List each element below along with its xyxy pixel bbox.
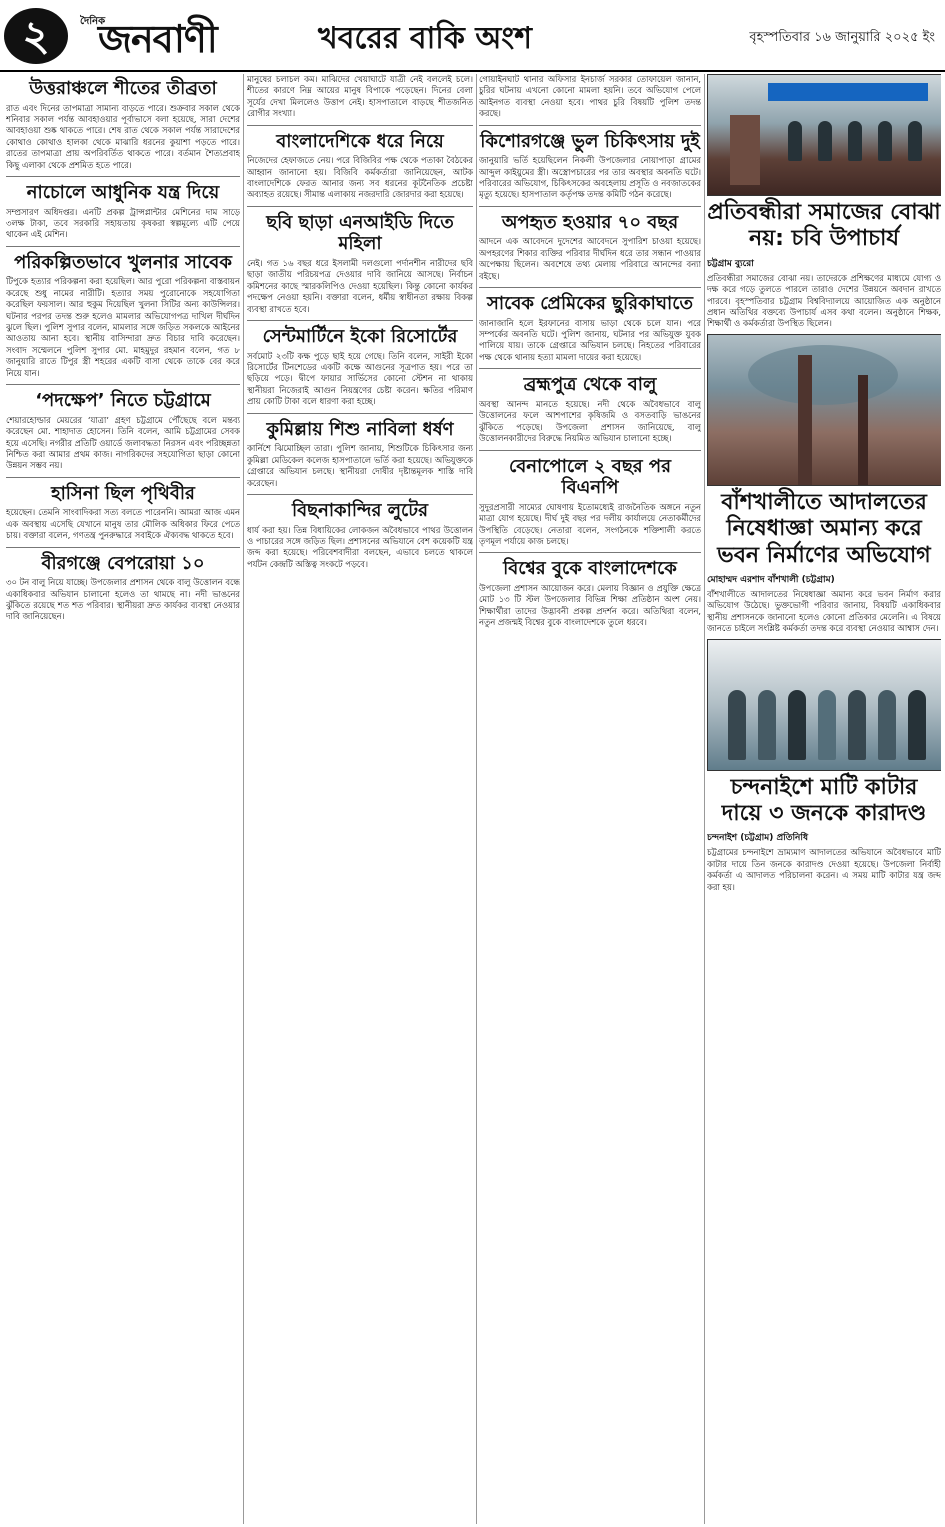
article-body: নেই। গত ১৬ বছর ধরে ইসলামী দলগুলো পর্দানশীন নারীদের ছবি ছাড়া জাতীয় পরিচয়পত্র দেওয়ার দাবি জানিয়ে আসছে। নির্বাচন কমিশনের কাছে স্মারকলিপিও দেওয়া হয়েছিল। কিন্তু কোনো কার্যকর পদক্ষেপ নেওয়া হয়নি। বক্তারা বলেন, ধর্মীয় স্বাধীনতা রক্ষায় বিকল্প ব্যবস্থা রাখতে হবে। xyxy=(247,258,473,314)
headline-brahmaputra: ব্রহ্মপুত্র থেকে বালু xyxy=(523,374,657,396)
person-figure xyxy=(788,690,806,760)
article-body: রাত এবং দিনের তাপমাত্রা সামান্য বাড়তে পারে। শুক্রবার সকাল থেকে শনিবার সকাল পর্যন্ত আবহাওয়ার পূর্বাভাসে বলা হয়েছে, সারা দেশের আবহাওয়া শুষ্ক থাকতে পারে। শেষ রাত থেকে সকাল পর্যন্ত সারাদেশের কোথাও কোথাও হালকা থেকে মাঝারি ধরনের কুয়াশা পড়তে পারে। রাতের তাপমাত্রা প্রায় অপরিবর্তিত থাকতে পারে। বর্তমান শৈত্যপ্রবাহ কিছু এলাকা থেকে প্রশমিত হতে পারে। xyxy=(6,102,240,170)
article-body: বাঁশখালীতে আদালতের নিষেধাজ্ঞা অমান্য করে ভবন নির্মাণ করার অভিযোগ উঠেছে। ভুক্তভোগী পরিবার জানায়, বিষয়টি একাধিকবার স্থানীয় প্রশাসনকে জানানো হলেও কোনো প্রতিকার মেলেনি। এ বিষয়ে জানতে চাইলে সংশ্লিষ্ট কর্মকর্তা তদন্ত করে ব্যবস্থা নেওয়ার আশ্বাস দেন। xyxy=(707,588,941,634)
separator xyxy=(247,125,473,126)
separator xyxy=(6,384,240,385)
column-4 xyxy=(707,74,941,1524)
byline: মোহাম্মদ এরশাদ বাঁশখালী (চট্টগ্রাম) xyxy=(707,574,835,585)
headline-kishoreganj: কিশোরগঞ্জে ভুল চিকিৎসায় দুই xyxy=(480,130,700,152)
section-title: খবরের বাকি অংশ xyxy=(318,21,532,56)
headline-benapole: বেনাপোলে ২ বছর পর বিএনপি xyxy=(508,455,672,499)
headline-bangladeshi: বাংলাদেশিকে ধরে নিয়ে xyxy=(276,130,444,152)
group-photo xyxy=(707,639,941,771)
person-figure xyxy=(818,690,836,760)
article-body: নিজেদের হেফাজতে নেয়। পরে বিজিবির পক্ষ থেকে পতাকা বৈঠকের আহ্বান জানানো হয়। বিজিবি কর্মকর্তারা জানিয়েছেন, আটক বাংলাদেশিকে ফেরত আনার জন্য সব ধরনের কূটনৈতিক প্রচেষ্টা অব্যাহত রয়েছে। সীমান্ত এলাকায় নজরদারি জোরদার করা হয়েছে। xyxy=(247,155,473,200)
headline-disabled: প্রতিবন্ধীরা সমাজের বোঝা নয়: চবি উপাচার্য xyxy=(707,200,941,252)
headline-nachol: নাচোলে আধুনিক যন্ত্র দিয়ে xyxy=(26,182,220,204)
separator xyxy=(479,125,701,126)
article-body: উপজেলা প্রশাসন আয়োজন করে। মেলায় বিজ্ঞান ও প্রযুক্তি ক্ষেত্রে মোট ১৩ টি স্টল উপজেলার বিভিন্ন শিক্ষা প্রতিষ্ঠান অংশ নেয়। শিক্ষার্থীরা তাদের উদ্ভাবনী প্রকল্প প্রদর্শন করে। অতিথিরা বলেন, নতুন প্রজন্মই বিশ্বের বুকে বাংলাদেশকে তুলে ধরবে। xyxy=(479,582,701,628)
column-divider xyxy=(476,74,477,1524)
headline-saintmartin: সেন্টমার্টিনে ইকো রিসোর্টের xyxy=(262,326,458,348)
headline-birganj: বীরগঞ্জে বেপরোয়া ১০ xyxy=(41,552,205,574)
separator xyxy=(479,206,701,207)
column-2 xyxy=(247,74,473,1524)
tree-trunk xyxy=(858,375,868,485)
page-number: ২ xyxy=(4,8,68,64)
separator xyxy=(6,547,240,548)
separator xyxy=(247,320,473,321)
article-body: জানুয়ারি ভর্তি হয়েছিলেন নিকলী উপজেলার নোয়াপাড়া গ্রামের আব্দুল কাইয়ুমের স্ত্রী। অস্ত্রোপচারের পর তার অবস্থার অবনতি ঘটে। পরিবারের অভিযোগ, চিকিৎসকের অবহেলায় প্রসূতি ও নবজাতকের মৃত্যু হয়েছে। হাসপাতাল কর্তৃপক্ষ তদন্ত কমিটি গঠন করেছে। xyxy=(479,155,701,200)
column-divider xyxy=(243,74,244,1524)
stage-banner xyxy=(768,83,928,101)
headline-winter: উত্তরাঞ্চলে শীতের তীব্রতা xyxy=(29,78,217,99)
person-figure xyxy=(848,690,866,760)
separator xyxy=(6,246,240,247)
headline-stabbing: সাবেক প্রেমিকের ছুরিকাঘাতে xyxy=(487,293,693,315)
separator xyxy=(247,206,473,207)
headline-nid: ছবি ছাড়া এনআইডি দিতে মহিলা xyxy=(266,211,454,255)
article-body: শেয়ারহোল্ডার মেয়রের ‘যাত্রা’ গ্রহণ চট্টগ্রামে পৌঁছেছে বলে মন্তব্য করেছেন মো. শাহাদাত হোসেন। তিনি বলেন, আমি চট্টগ্রামের সেবক হয়ে এসেছি। নগরীর প্রতিটি ওয়ার্ডে জলাবদ্ধতা নিরসন এবং পরিচ্ছন্নতা নিশ্চিত করা আমার প্রথম কাজ। নাগরিকদের সহযোগিতা ছাড়া কোনো উন্নয়ন সম্ভব নয়। xyxy=(6,414,240,471)
person-figure xyxy=(878,121,892,161)
tree-canopy xyxy=(748,345,898,405)
headline-chattogram: ‘পদক্ষেপ’ নিতে চট্টগ্রামে xyxy=(35,390,211,412)
logo-daily: দৈনিক xyxy=(80,16,106,27)
tree-trunk xyxy=(798,355,812,485)
separator xyxy=(6,477,240,478)
construction-photo xyxy=(707,334,941,486)
column-3 xyxy=(479,74,701,1524)
column-1 xyxy=(6,74,240,1524)
person-figure xyxy=(788,121,802,161)
headline-world: বিশ্বের বুকে বাংলাদেশকে xyxy=(503,558,677,580)
headline-cumilla: কুমিল্লায় শিশু নাবিলা ধর্ষণ xyxy=(266,418,454,440)
person-figure xyxy=(758,690,776,760)
person-figure xyxy=(878,690,896,760)
person-figure xyxy=(908,121,922,161)
separator xyxy=(479,287,701,288)
logo-name: জনবাণী xyxy=(98,17,217,61)
article-body: কার্নিশে ঝিমোচ্ছিল তারা। পুলিশ জানায়, শিশুটিকে চিকিৎসার জন্য কুমিল্লা মেডিকেল কলেজ হাসপাতালে ভর্তি করা হয়েছে। অভিযুক্তকে গ্রেপ্তারে অভিযান চলছে। স্থানীয়রা দোষীর দৃষ্টান্তমূলক শাস্তি দাবি করেছেন। xyxy=(247,443,473,488)
event-photo xyxy=(707,74,941,196)
article-body: গোয়াইনঘাট থানার অফিসার ইনচার্জ সরকার তোফায়েল জানান, চুরির ঘটনায় এখনো কোনো মামলা হয়নি। তবে অভিযোগ পেলে আইনগত ব্যবস্থা নেওয়া হবে। পাথর চুরি বিষয়টি পুলিশ তদন্ত করছে। xyxy=(479,74,701,119)
headline-hasina: হাসিনা ছিল পৃথিবীর xyxy=(51,482,195,504)
column-divider xyxy=(704,74,705,1524)
article-body: সম্প্রসারণ অধিদপ্তর। এনটি প্রকল্প ট্রান্সপ্লান্টার মেশিনের দাম সাড়ে ৩লক্ষ টাকা, তবে সরকারি সহায়তায় কৃষকরা স্বল্পমূল্যে এটি পেয়ে থাকেন এই মেশিন। xyxy=(6,206,240,240)
person-figure xyxy=(728,690,746,760)
separator xyxy=(247,494,473,495)
headline-banshkhali: বাঁশখালীতে আদালতের নিষেধাজ্ঞা অমান্য করে ভবন নির্মাণের অভিযোগ xyxy=(717,489,931,568)
article-body: সর্বমোট ২৩টি কক্ষ পুড়ে ছাই হয়ে গেছে। তিনি বলেন, সাইরী ইকো রিসোর্টের টিনশেডের একটি কক্ষে আগুনের সূত্রপাত হয়। পরে তা ছড়িয়ে পড়ে। দ্বীপে ফায়ার সার্ভিসের কোনো স্টেশন না থাকায় স্থানীয়রা নিজেরাই আগুন নিয়ন্ত্রণের চেষ্টা করেন। ক্ষতির পরিমাণ প্রায় কোটি টাকা বলে ধারণা করা হচ্ছে। xyxy=(247,350,473,407)
article-body: চট্টগ্রামের চন্দনাইশে ভ্রাম্যমাণ আদালতের অভিযানে অবৈধভাবে মাটি কাটার দায়ে তিন জনকে কারাদণ্ড দেওয়া হয়েছে। উপজেলা নির্বাহী কর্মকর্তা এ আদালত পরিচালনা করেন। এ সময় মাটি কাটার যন্ত্র জব্দ করা হয়। xyxy=(707,847,941,892)
newspaper-logo xyxy=(76,6,266,64)
article-body: আদনে এক আবেদনে দুদেশের আবেদনে সুপারিশ চাওয়া হয়েছে। অপহরণের শিকার ব্যক্তির পরিবার দীর্ঘদিন ধরে তার সন্ধান পাওয়ার অপেক্ষায় ছিলেন। অবশেষে তথ্য মেলায় পরিবারে আনন্দের বন্যা বইছে। xyxy=(479,236,701,281)
headline-chandanaish: চন্দনাইশে মাটি কাটার দায়ে ৩ জনকে কারাদণ্ড xyxy=(721,774,927,826)
masthead xyxy=(0,0,945,72)
separator xyxy=(479,450,701,451)
byline: চন্দনাইশ (চট্টগ্রাম) প্রতিনিধি xyxy=(707,833,809,844)
separator xyxy=(479,368,701,369)
headline-khulna: পরিকল্পিতভাবে খুলনার সাবেক xyxy=(14,251,232,273)
separator xyxy=(6,176,240,177)
article-body: মানুষের চলাচল কম। মাঝিদের খেয়াঘাটে যাত্রী নেই বললেই চলে। শীতের কারণে নিম্ন আয়ের মানুষ বিপাকে পড়েছেন। দিনের বেলা সূর্যের দেখা মিললেও উত্তাপ নেই। হাসপাতালে বাড়ছে শীতজনিত রোগীর সংখ্যা। xyxy=(247,74,473,119)
article-body: সুদুরপ্রসারী সাম্যের ঘোষণায় ইতোমধ্যেই রাজনৈতিক অঙ্গনে নতুন মাত্রা যোগ হয়েছে। দীর্ঘ দুই বছর পর দলীয় কার্যালয়ে নেতাকর্মীদের উপস্থিতি বেড়েছে। নেতারা বলেন, সংগঠনকে শক্তিশালী করতে তৃণমূল পর্যায়ে কাজ চলছে। xyxy=(479,501,701,546)
article-body: ধার্য করা হয়। তিন্ন বিধায়িকের লোকজন অবৈধভাবে পাথর উত্তোলন ও পাচারের সঙ্গে জড়িত ছিল। প্রশাসনের অভিযানে বেশ কয়েকটি যন্ত্র জব্দ করা হয়েছে। পরিবেশবাদীরা বলছেন, এভাবে চলতে থাকলে পর্যটন কেন্দ্রটি অস্তিত্ব সংকটে পড়বে। xyxy=(247,524,473,569)
article-body: জানাজানি হলে ইরফানের বাসায় ভাড়া থেকে চলে যান। পরে সম্পর্কের অবনতি ঘটে। পুলিশ জানায়, ঘটনার পর অভিযুক্ত যুবক পালিয়ে যায়। তাকে গ্রেপ্তারে অভিযান চলছে। নিহতের পরিবারের পক্ষ থেকে থানায় হত্যা মামলা দায়ের করা হয়েছে। xyxy=(479,317,701,362)
byline: চট্টগ্রাম ব্যুরো xyxy=(707,258,754,269)
person-figure xyxy=(908,690,926,760)
headline-bisnakandi: বিছনাকান্দির লুটের xyxy=(292,499,428,521)
person-figure xyxy=(818,121,832,161)
article-body: টিপুকে হত্যার পরিকল্পনা করা হয়েছিল। আর পুরো পরিকল্পনা বাস্তবায়ন করেছে শুধু নামের নারীটি। হত্যার সময় পুরোনোকে সহযোগিতা করেছিল ফয়সাল। আর হুকুম দিয়েছিল খুলনা সিটির অন্য কাউন্সিলর। ঘটনার পরপর তদন্ত শুরু হলেও মামলার অভিযোগপত্র দাখিল দীর্ঘদিন ঝুলে ছিল। পুলিশ সুপার বলেন, মামলার সঙ্গে জড়িত সকলকে আইনের আওতায় আনা হবে। স্থানীয় বাসিন্দারা দ্রুত বিচার দাবি করেছেন। সংবাদ সম্মেলনে পুলিশ সুপার মো. মাহমুদুর রহমান বলেন, গত ৮ জানুয়ারি রাতে টিপুর স্ত্রী শহরের একটি বাসা থেকে তাকে বের করে নিয়ে যান। xyxy=(6,276,240,378)
separator xyxy=(479,552,701,553)
separator xyxy=(247,413,473,414)
article-body: হয়েছেন। তেমনি সাংবাদিকরা সত্য বলতে পারেননি। আমরা আজ এমন এক অবস্থায় এসেছি যেখানে মানুষ তার মৌলিক অধিকার ফিরে পেতে চায়। বক্তারা বলেন, গণতন্ত্র পুনরুদ্ধারে সবাইকে ঐক্যবদ্ধ থাকতে হবে। xyxy=(6,507,240,541)
person-figure xyxy=(848,121,862,161)
headline-abducted: অপহৃত হওয়ার ৭০ বছর xyxy=(501,211,679,233)
article-body: ৩০ টন বালু নিয়ে যাচ্ছে। উপজেলার প্রশাসন থেকে বালু উত্তোলন বন্ধে একাধিকবার অভিযান চালানো হলেও তা থামছে না। নদী ভাঙনের ঝুঁকিতে রয়েছে শত শত পরিবার। স্থানীয়রা দ্রুত কার্যকর ব্যবস্থা নেওয়ার দাবি জানিয়েছেন। xyxy=(6,577,240,622)
article-body: অবস্থা আনন্দ মানতে হয়েছে। নদী থেকে অবৈধভাবে বালু উত্তোলনের ফলে আশপাশের কৃষিজমি ও বসতবাড়ি ভাঙনের ঝুঁকিতে পড়েছে। উপজেলা প্রশাসন জানিয়েছে, বালু উত্তোলনকারীদের বিরুদ্ধে নিয়মিত অভিযান চালানো হচ্ছে। xyxy=(479,398,701,444)
podium xyxy=(730,115,760,185)
issue-date: বৃহস্পতিবার ১৬ জানুয়ারি ২০২৫ ইং xyxy=(749,30,935,45)
article-body: প্রতিবন্ধীরা সমাজের বোঝা নয়। তাদেরকে প্রশিক্ষণের মাধ্যমে যোগ্য ও দক্ষ করে গড়ে তুলতে পারলে তারাও দেশের উন্নয়নে অবদান রাখতে পারবে। বৃহস্পতিবার চট্টগ্রাম বিশ্ববিদ্যালয়ে আয়োজিত এক অনুষ্ঠানে প্রধান অতিথির বক্তব্যে উপাচার্য এসব কথা বলেন। অনুষ্ঠানে শিক্ষক, শিক্ষার্থী ও কর্মকর্তারা উপস্থিত ছিলেন। xyxy=(707,272,941,329)
